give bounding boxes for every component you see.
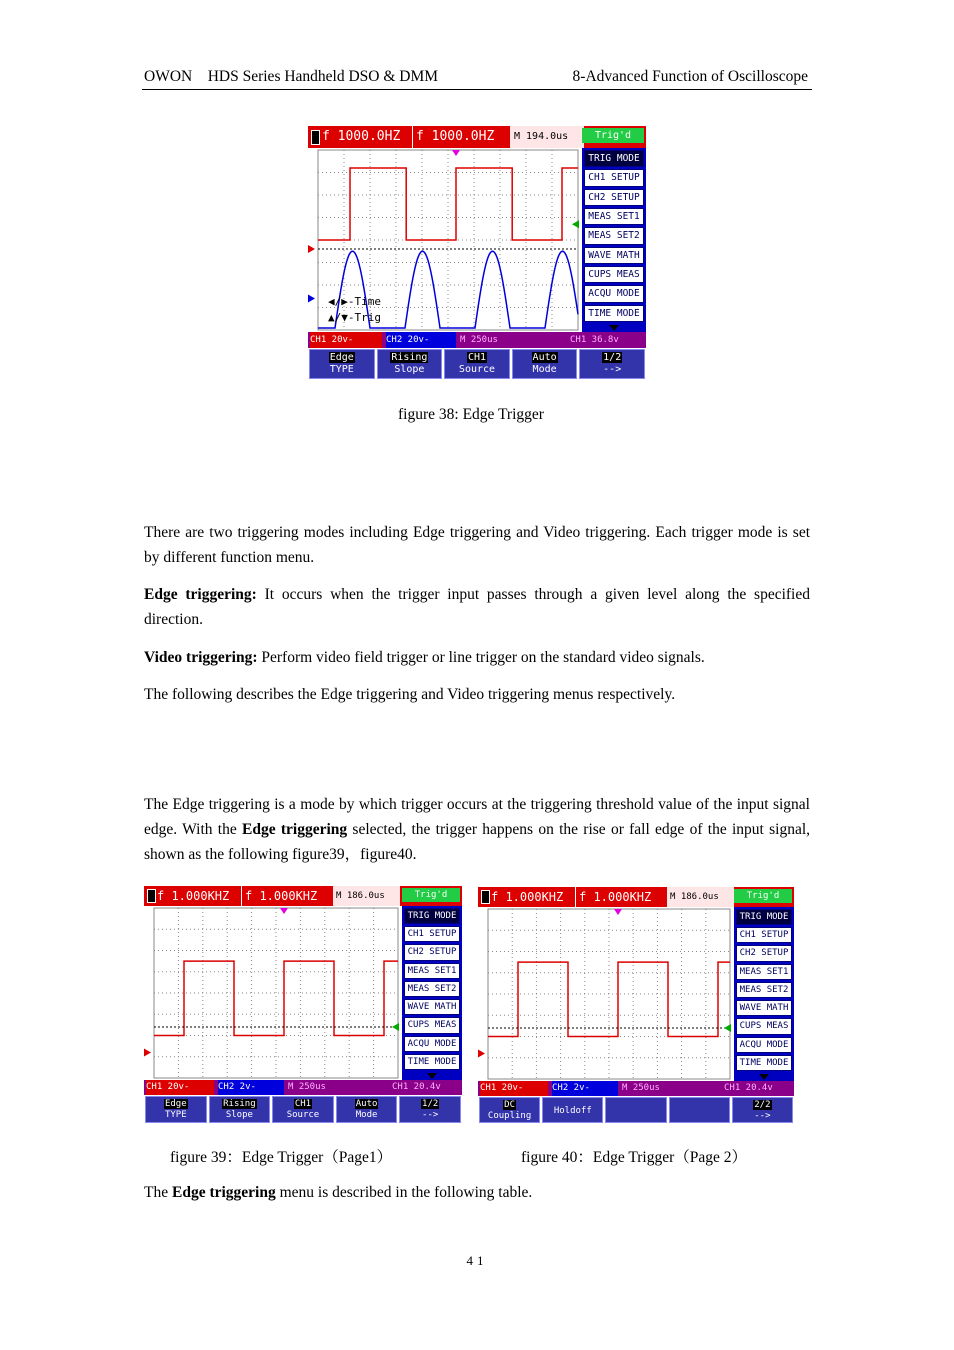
ch1-frequency: f 1000.0HZ [322, 129, 401, 144]
waveform-display [478, 907, 734, 1081]
menu-item-wave-math[interactable]: WAVE MATH [584, 247, 644, 264]
menu-item-wave-math[interactable]: WAVE MATH [736, 1000, 792, 1016]
softkey-label: Source [458, 364, 496, 375]
softkey-value: Rising [391, 352, 428, 363]
status-timebase: M 250us [622, 1083, 660, 1093]
softkey-3-button[interactable] [272, 1096, 334, 1123]
figure-39-scope-screen [144, 886, 462, 1124]
softkey-4-button[interactable] [336, 1096, 398, 1123]
softkey-value: DC [504, 1100, 516, 1110]
softkey-label: --> [603, 364, 622, 375]
scope-top-bar [478, 887, 794, 907]
softkey-label: Holdoff [553, 1106, 592, 1116]
edge-term: Edge triggering: [144, 586, 257, 603]
softkey-label: Source [286, 1110, 320, 1120]
softkey-1-button[interactable] [145, 1096, 207, 1123]
softkey-value: 2/2 [754, 1100, 771, 1110]
menu-item-meas-set1[interactable]: MEAS SET1 [584, 208, 644, 225]
timebase-position: M 194.0us [510, 126, 584, 148]
softkey-label: TYPE [164, 1110, 187, 1120]
softkey-value: Auto [532, 352, 557, 363]
table-intro-bold: Edge triggering [171, 1184, 276, 1201]
trigger-level: CH1 20.4v [724, 1083, 773, 1093]
ch1-marker-icon [144, 1049, 151, 1057]
ch2-frequency: f 1000.0HZ [416, 129, 495, 144]
menu-more-arrow-icon [759, 1074, 769, 1080]
edge-paragraph [144, 792, 810, 867]
softkey-label: Slope [225, 1110, 253, 1120]
page-number: 41 [466, 1253, 488, 1268]
ch1-frequency: f 1.000KHZ [491, 890, 564, 904]
softkey-value: Rising [223, 1099, 256, 1109]
battery-icon [147, 889, 156, 903]
menu-item-meas-set2[interactable]: MEAS SET2 [584, 227, 644, 244]
menu-item-trig-mode[interactable]: TRIG MODE [736, 909, 792, 925]
trigger-status-badge: Trig'd [734, 889, 792, 903]
figure-38-scope-screen [308, 126, 646, 380]
trigger-level: CH1 20.4v [392, 1082, 441, 1092]
softkey-value: 1/2 [422, 1099, 439, 1109]
ch2-scale: CH2 2v- [552, 1081, 618, 1096]
status-timebase: M 250us [460, 335, 498, 345]
ch1-scale: CH1 20v- [146, 1080, 214, 1095]
ch2-scale: CH2 20v- [386, 332, 456, 348]
menu-item-ch2-setup[interactable]: CH2 SETUP [584, 189, 644, 206]
softkey-value: CH1 [294, 1099, 312, 1109]
menu-item-cups-meas[interactable]: CUPS MEAS [736, 1018, 792, 1034]
divider [412, 126, 413, 148]
menu-item-trig-mode[interactable]: TRIG MODE [404, 908, 460, 924]
menu-item-ch2-setup[interactable]: CH2 SETUP [404, 944, 460, 960]
menu-item-cups-meas[interactable]: CUPS MEAS [404, 1017, 460, 1033]
softkey-value: CH1 [467, 352, 487, 363]
figure-40-scope-screen [478, 887, 794, 1124]
scope-top-bar [308, 126, 646, 148]
ch1-scale: CH1 20v- [480, 1081, 548, 1096]
softkey-label: --> [754, 1111, 771, 1121]
divider [241, 886, 242, 906]
intro-paragraph: There are two triggering modes including Edge triggering and Video triggering. Each trigger mode is set by different function menu. [144, 524, 810, 566]
status-bar [308, 332, 646, 348]
softkey-label: TYPE [329, 364, 354, 375]
softkey-1-button[interactable] [479, 1097, 540, 1123]
ch2-frequency: f 1.000KHZ [579, 890, 652, 904]
timebase-position: M 186.0us [667, 887, 734, 907]
softkey-bar [478, 1096, 794, 1124]
softkey-3-button[interactable] [444, 349, 510, 379]
figure-39-caption: figure 39：Edge Trigger（Page1） [170, 1149, 393, 1166]
menu-item-cups-meas[interactable]: CUPS MEAS [584, 266, 644, 283]
ch2-frequency: f 1.000KHZ [245, 889, 318, 903]
menu-item-meas-set2[interactable]: MEAS SET2 [736, 982, 792, 998]
status-timebase: M 250us [288, 1082, 326, 1092]
softkey-label: Coupling [487, 1111, 532, 1121]
navigation-hint [328, 294, 381, 326]
edge-para-c: selected, the trigger happens on the rise or fall edge of the input signal, shown as the following figure39，figure40. [144, 821, 811, 863]
softkey-4-button[interactable] [512, 349, 578, 379]
hint-time-label: -Time [347, 295, 381, 308]
timebase-position: M 186.0us [333, 886, 400, 906]
softkey-bar [308, 348, 646, 380]
hint-trig-label: -Trig [347, 311, 381, 324]
menu-item-ch1-setup[interactable]: CH1 SETUP [736, 927, 792, 943]
softkey-value: Edge [164, 1099, 187, 1109]
edge-text: It occurs when the trigger input passes through a given level along the specified direction. [144, 586, 810, 628]
softkey-2-button[interactable] [542, 1097, 603, 1123]
menu-item-ch1-setup[interactable]: CH1 SETUP [584, 169, 644, 186]
softkey-2-button[interactable] [377, 349, 443, 379]
running-header-right: 8-Advanced Function of Oscilloscope [572, 68, 808, 85]
softkey-label: Mode [355, 1110, 378, 1120]
menu-item-meas-set2[interactable]: MEAS SET2 [404, 981, 460, 997]
ch1-scale: CH1 20v- [310, 332, 382, 348]
figure-38-caption: figure 38: Edge Trigger [398, 406, 544, 423]
menu-item-time-mode[interactable]: TIME MODE [584, 305, 644, 322]
function-menu [734, 907, 794, 1081]
softkey-label: Slope [394, 364, 425, 375]
edge-para-bold: Edge triggering [241, 821, 348, 838]
softkey-label: --> [422, 1110, 439, 1120]
softkey-label: Mode [532, 364, 557, 375]
menu-item-wave-math[interactable]: WAVE MATH [404, 999, 460, 1015]
waveform-display [144, 906, 402, 1080]
trigger-status-badge: Trig'd [582, 128, 644, 143]
menu-item-time-mode[interactable]: TIME MODE [736, 1055, 792, 1071]
divider [575, 887, 576, 907]
trigger-status-badge: Trig'd [402, 888, 460, 902]
softkey-bar [144, 1095, 462, 1124]
ch1-marker-icon [308, 245, 315, 253]
softkey-5-button[interactable] [399, 1096, 461, 1123]
softkey-value: Auto [355, 1099, 378, 1109]
left-right-arrow-icon: ◀/▶ [328, 295, 348, 308]
scope-top-bar [144, 886, 462, 906]
softkey-2-button[interactable] [209, 1096, 271, 1123]
figure-40-caption: figure 40：Edge Trigger（Page 2） [521, 1149, 748, 1166]
function-menu [582, 148, 646, 332]
softkey-3-button[interactable] [605, 1097, 666, 1123]
menu-item-acqu-mode[interactable]: ACQU MODE [584, 285, 644, 302]
status-bar [478, 1081, 794, 1096]
battery-icon [311, 130, 320, 145]
running-header-left: OWON HDS Series Handheld DSO & DMM [144, 68, 439, 85]
menu-more-arrow-icon [609, 325, 619, 331]
battery-icon [481, 890, 490, 904]
menu-item-meas-set1[interactable]: MEAS SET1 [404, 963, 460, 979]
softkey-5-button[interactable] [732, 1097, 793, 1123]
menu-item-acqu-mode[interactable]: ACQU MODE [736, 1037, 792, 1053]
menu-item-time-mode[interactable]: TIME MODE [404, 1054, 460, 1070]
header-rule [142, 89, 812, 90]
softkey-5-button[interactable] [579, 349, 645, 379]
following-sentence: The following describes the Edge triggering and Video triggering menus respectively. [144, 686, 676, 703]
video-definition [144, 645, 810, 670]
menu-item-ch2-setup[interactable]: CH2 SETUP [736, 945, 792, 961]
status-bar [144, 1080, 462, 1095]
table-intro-c: menu is described in the following table. [275, 1184, 533, 1201]
ch2-marker-icon [308, 295, 315, 303]
up-down-arrow-icon: ▲/▼ [328, 311, 348, 324]
softkey-value: 1/2 [603, 352, 622, 363]
edge-definition [144, 582, 810, 632]
softkey-4-button[interactable] [669, 1097, 730, 1123]
video-text: Perform video field trigger or line trigger on the standard video signals. [257, 649, 705, 666]
menu-item-trig-mode[interactable]: TRIG MODE [584, 150, 644, 167]
function-menu [402, 906, 462, 1080]
edge-para-a: The Edge triggering is a mode by which trigger occurs at the triggering threshold value of the input signal edge. With the [144, 796, 810, 838]
menu-item-acqu-mode[interactable]: ACQU MODE [404, 1036, 460, 1052]
ch2-scale: CH2 2v- [218, 1080, 284, 1095]
softkey-value: Edge [329, 352, 354, 363]
ch1-frequency: f 1.000KHZ [157, 889, 230, 903]
video-term: Video triggering: [144, 649, 258, 666]
trigger-level: CH1 36.8v [570, 335, 619, 345]
softkey-1-button[interactable] [309, 349, 375, 379]
table-intro [144, 1180, 810, 1205]
ch1-marker-icon [478, 1050, 485, 1058]
menu-item-meas-set1[interactable]: MEAS SET1 [736, 964, 792, 980]
table-intro-a: The [144, 1184, 172, 1201]
menu-more-arrow-icon [427, 1073, 437, 1079]
menu-item-ch1-setup[interactable]: CH1 SETUP [404, 926, 460, 942]
